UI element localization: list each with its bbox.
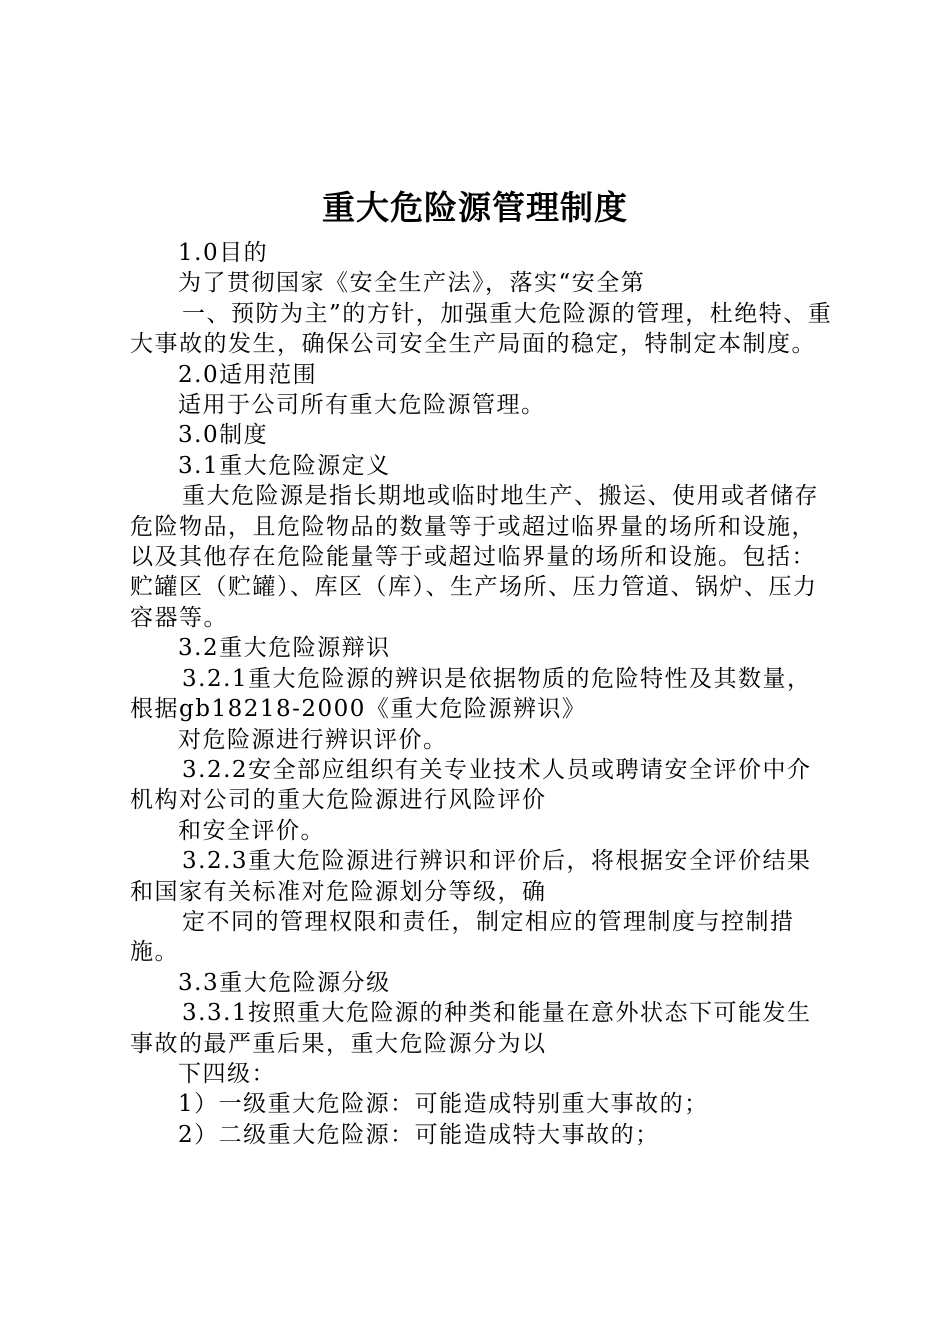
paragraph: 3.2.2安全部应组织有关专业技术人员或聘请安全评价中介机构对公司的重大危险源进行风险评价 [130,756,812,814]
paragraph: 3.2.3重大危险源进行辨识和评价后，将根据安全评价结果和国家有关标准对危险源划分等级，确 [130,848,812,905]
subsection-heading: 3.3重大危险源分级 [178,969,391,996]
paragraph: 下四级： [178,1060,276,1087]
paragraph: 适用于公司所有重大危险源管理。 [178,392,546,419]
document-body [130,238,835,1150]
section-heading-purpose: 1.0目的 [178,240,269,266]
subsection-heading: 3.2重大危险源辩识 [178,635,391,662]
paragraph: 定不同的管理权限和责任，制定相应的管理制度与控制措施。 [130,908,795,966]
paragraph: 重大危险源是指长期地或临时地生产、搬运、使用或者储存危险物品，且危险物品的数量等于或超过临界量的场所和设施，以及其他存在危险能量等于或超过临界量的场所和设施。包括：贮罐区（贮罐）、库区（库）、生产场所、压力管道、锅炉、压力容器等。 [130,483,819,631]
paragraph: 和安全评价。 [178,817,325,844]
paragraph: 对危险源进行辨识评价。 [178,726,448,753]
section-heading-system: 3.0制度 [178,422,269,449]
section-heading-scope: 2.0适用范围 [178,361,318,388]
paragraph: 3.2.1重大危险源的辨识是依据物质的危险特性及其数量，根据gb18218-2000《重大危险源辨识》 [130,665,812,723]
paragraph: 一、预防为主”的方针，加强重大危险源的管理，杜绝特、重大事故的发生，确保公司安全生产局面的稳定，特制定本制度。 [130,300,833,358]
list-item: 2）二级重大危险源：可能造成特大事故的； [178,1121,660,1148]
paragraph: 3.3.1按照重大危险源的种类和能量在意外状态下可能发生事故的最严重后果，重大危险源分为以 [130,1000,812,1057]
document-title: 重大危险源管理制度 [322,188,628,227]
paragraph: 为了贯彻国家《安全生产法》，落实“安全第 [178,270,646,297]
list-item: 1）一级重大危险源：可能造成特别重大事故的； [178,1091,709,1118]
subsection-heading: 3.1重大危险源定义 [178,452,391,479]
